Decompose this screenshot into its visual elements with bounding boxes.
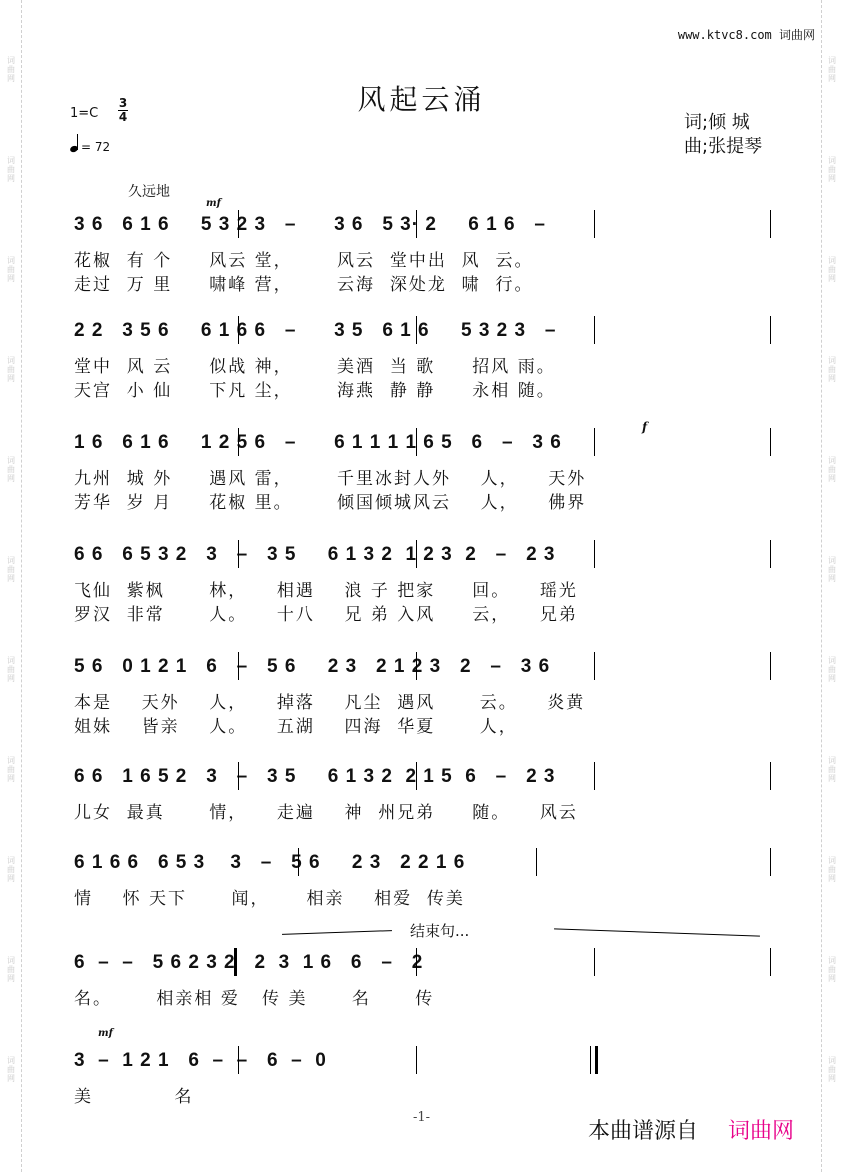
site-url[interactable]: www.ktvc8.com 词曲网 bbox=[677, 28, 815, 42]
notation: 6 1 6 6 6 5 3 3 – 5 6 2 3 2 2 1 6 bbox=[74, 852, 466, 873]
watermark-mark: 词曲网 bbox=[7, 756, 15, 783]
source-site-link[interactable]: 词曲网 bbox=[728, 1119, 795, 1144]
notation: 2 2 3 5 6 6 1 6 6 – 3 5 6 1 6 5 3 2 3 – bbox=[74, 320, 557, 341]
lyric-verse-2: 走过 万 里 啸峰 营， 云海 深处龙 啸 行。 bbox=[74, 275, 534, 295]
source-label: 本曲谱源自 bbox=[588, 1119, 699, 1144]
lyric-verse-1: 九州 城 外 遇风 雷， 千里冰封人外 人， 天外 bbox=[74, 469, 587, 489]
watermark-mark: 词曲网 bbox=[828, 256, 836, 283]
watermark-mark: 词曲网 bbox=[7, 356, 15, 383]
quarter-note-icon bbox=[69, 145, 79, 153]
notation: 5 6 0 1 2 1 6 – 5 6 2 3 2 1 2 3 2 – 3 6 bbox=[74, 656, 551, 677]
watermark-mark: 词曲网 bbox=[828, 756, 836, 783]
score-line-8 bbox=[0, 952, 843, 1042]
dynamic-marking-f: f bbox=[642, 420, 648, 434]
watermark-mark: 词曲网 bbox=[7, 456, 15, 483]
notation: 3 6 6 1 6 5 3 2 3 – 3 6 5 3· 2 6 1 6 – bbox=[74, 214, 546, 235]
key-signature: 1=C bbox=[70, 106, 99, 121]
watermark-mark: 词曲网 bbox=[828, 56, 836, 83]
composer-credit: 曲;张提琴 bbox=[684, 136, 763, 157]
watermark-mark: 词曲网 bbox=[7, 556, 15, 583]
lyric-verse-1: 美 名 bbox=[74, 1087, 194, 1107]
notation: 1 6 6 1 6 1 2 5 6 – 6 1 1 1 1 6 5 6 – 3 6 bbox=[74, 432, 562, 453]
lyric-verse-1: 儿女 最真 情， 走遍 神 州兄弟 随。 风云 bbox=[74, 803, 578, 823]
watermark-mark: 词曲网 bbox=[828, 356, 836, 383]
time-signature bbox=[118, 97, 128, 124]
dynamic-marking-mf-end: mf bbox=[98, 1028, 113, 1039]
watermark-mark: 词曲网 bbox=[828, 1056, 836, 1083]
score-line-3 bbox=[0, 432, 843, 522]
lyric-verse-1: 名。 相亲相 爱 传 美 名 传 bbox=[74, 989, 435, 1009]
lyric-verse-2: 姐妹 皆亲 人。 五湖 四海 华夏 人， bbox=[74, 717, 518, 737]
watermark-mark: 词曲网 bbox=[7, 856, 15, 883]
watermark-mark: 词曲网 bbox=[828, 656, 836, 683]
tempo-marking bbox=[70, 134, 110, 154]
lyric-verse-1: 堂中 风 云 似战 神， 美酒 当 歌 招风 雨。 bbox=[74, 357, 556, 377]
watermark-mark: 词曲网 bbox=[828, 856, 836, 883]
score-line-9 bbox=[0, 1050, 843, 1140]
watermark-mark: 词曲网 bbox=[828, 556, 836, 583]
lyricist-credit: 词;倾 城 bbox=[684, 112, 750, 133]
meter-bottom: 4 bbox=[118, 110, 128, 124]
lyric-verse-1: 本是 天外 人， 掉落 凡尘 遇风 云。 炎黄 bbox=[74, 693, 586, 713]
page-number: -1- bbox=[412, 1110, 431, 1125]
tempo-value: = 72 bbox=[81, 140, 111, 154]
score-line-6 bbox=[0, 766, 843, 856]
lyric-verse-1: 情 怀 天下 闻， 相亲 相爱 传美 bbox=[74, 889, 465, 909]
lyric-verse-1: 花椒 有 个 风云 堂， 风云 堂中出 风 云。 bbox=[74, 251, 534, 271]
ending-label: 结束句... bbox=[410, 922, 470, 940]
notation: 6 – – 5 6 2 3 2 2 3 1 6 6 – 2 bbox=[74, 952, 424, 973]
watermark-mark: 词曲网 bbox=[7, 56, 15, 83]
score-line-5 bbox=[0, 656, 843, 746]
lyric-verse-2: 芳华 岁 月 花椒 里。 倾国倾城风云 人， 佛界 bbox=[74, 493, 587, 513]
watermark-mark: 词曲网 bbox=[7, 256, 15, 283]
watermark-mark: 词曲网 bbox=[828, 456, 836, 483]
notation: 3 – 1 2 1 6 – – 6 – 0 bbox=[74, 1050, 327, 1071]
watermark-mark: 词曲网 bbox=[7, 1056, 15, 1083]
watermark-mark: 词曲网 bbox=[7, 656, 15, 683]
song-title: 风起云涌 bbox=[357, 83, 486, 116]
watermark-mark: 词曲网 bbox=[7, 156, 15, 183]
score-line-2 bbox=[0, 320, 843, 410]
notation: 6 6 6 5 3 2 3 – 3 5 6 1 3 2 1 2 3 2 – 2 3 bbox=[74, 544, 556, 565]
watermark-mark: 词曲网 bbox=[828, 956, 836, 983]
lyric-verse-2: 罗汉 非常 人。 十八 兄 弟 入风 云， 兄弟 bbox=[74, 605, 578, 625]
expression-marking: 久远地 bbox=[128, 184, 170, 200]
notation: 6 6 1 6 5 2 3 – 3 5 6 1 3 2 2 1 5 6 – 2 3 bbox=[74, 766, 556, 787]
score-line-4 bbox=[0, 544, 843, 634]
lyric-verse-2: 天宫 小 仙 下凡 尘， 海燕 静 静 永相 随。 bbox=[74, 381, 556, 401]
lyric-verse-1: 飞仙 紫枫 林， 相遇 浪 子 把家 回。 瑶光 bbox=[74, 581, 578, 601]
dynamic-marking-mf: mf bbox=[206, 198, 221, 209]
watermark-mark: 词曲网 bbox=[828, 156, 836, 183]
watermark-mark: 词曲网 bbox=[7, 956, 15, 983]
meter-top: 3 bbox=[118, 96, 128, 110]
score-line-1 bbox=[0, 214, 843, 304]
